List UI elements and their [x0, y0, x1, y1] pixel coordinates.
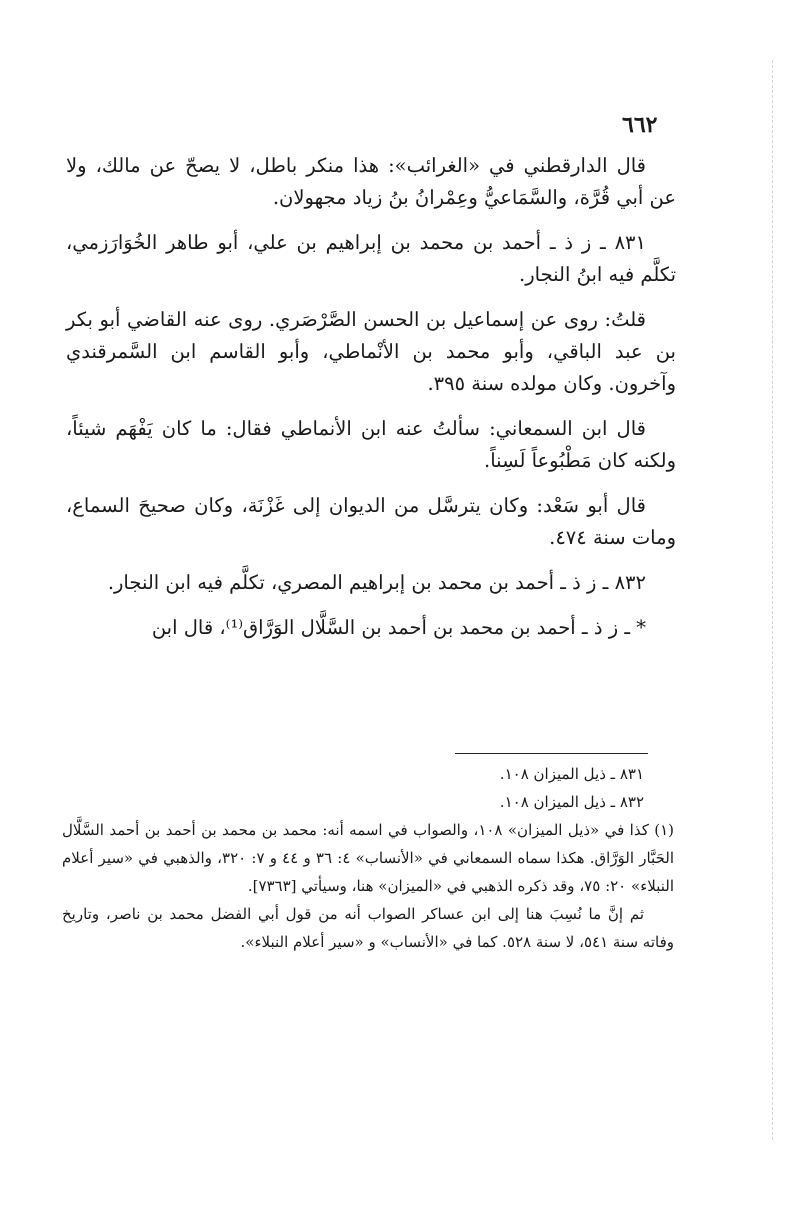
- footnote-1: (١) كذا في «ذيل الميزان» ١٠٨، والصواب في اسمه أنه: محمد بن محمد بن أحمد بن أحمد السَّلَّال الحَبَّار الوَرَّاق. هكذا سماه السمعاني في «الأنساب» ٤: ٣٦ و ٤٤ و ٧: ٣٢٠، والذهبي في «سير أعلام النبلاء» ٢٠: ٧٥، وقد ذكره الذهبي في «الميزان» هنا، وسيأتي [٧٣٦٣].: [62, 821, 675, 895]
- paragraph-qultu: قلتُ: روى عن إسماعيل بن الحسن الصَّرْصَري. روى عنه القاضي أبو بكر بن عبد الباقي، وأبو محمد بن الأنْماطي، وأبو القاسم ابن السَّمرقندي وآخرون. وكان مولده سنة ٣٩٥.: [66, 308, 676, 395]
- footnotes: [62, 760, 674, 956]
- footnote-1-continuation: ثم إنَّ ما نُسِبَ هنا إلى ابن عساكر الصواب أنه من قول أبي الفضل محمد بن ناصر، وتاريخ وفاته سنة ٥٤١، لا سنة ٥٢٨. كما في «الأنساب» و «سير أعلام النبلاء».: [62, 905, 674, 951]
- entry-832: ٨٣٢ ـ ز ذ ـ أحمد بن محمد بن إبراهيم المصري، تكلَّم فيه ابن النجار.: [107, 571, 646, 594]
- paragraph-daraqutni: قال الدارقطني في «الغرائب»: هذا منكر باطل، لا يصحّ عن مالك، ولا عن أبي قُرَّة، والسَّمَاعيُّ وعِمْرانُ بنُ زياد مجهولان.: [66, 154, 676, 209]
- page-edge-dotted-line: [772, 60, 773, 1140]
- entry-starred: * ـ ز ذ ـ أحمد بن محمد بن أحمد بن السَّلَّال الوَرَّاق⁽¹⁾، قال ابن: [151, 616, 646, 639]
- paragraph-abu-sad: قال أبو سَعْد: وكان يترسَّل من الديوان إلى غَزْنَة، وكان صحيحَ السماع، ومات سنة ٤٧٤.: [66, 494, 676, 549]
- entry-831: ٨٣١ ـ ز ذ ـ أحمد بن محمد بن إبراهيم بن علي، أبو طاهر الخُوَارَزمي، تكلَّم فيه ابنُ النجار.: [66, 231, 676, 286]
- footnote-ref-832: ٨٣٢ ـ ذيل الميزان ١٠٨.: [499, 793, 644, 811]
- main-text: [66, 150, 676, 657]
- paragraph-ibn-samani: قال ابن السمعاني: سألتُ عنه ابن الأنماطي فقال: ما كان يَفْهَم شيئاً، ولكنه كان مَطْبُوعاً لَسِناً.: [66, 417, 676, 472]
- page-number: ٦٦٢: [622, 112, 658, 138]
- footnote-separator: [455, 753, 648, 754]
- footnote-ref-831: ٨٣١ ـ ذيل الميزان ١٠٨.: [499, 765, 644, 783]
